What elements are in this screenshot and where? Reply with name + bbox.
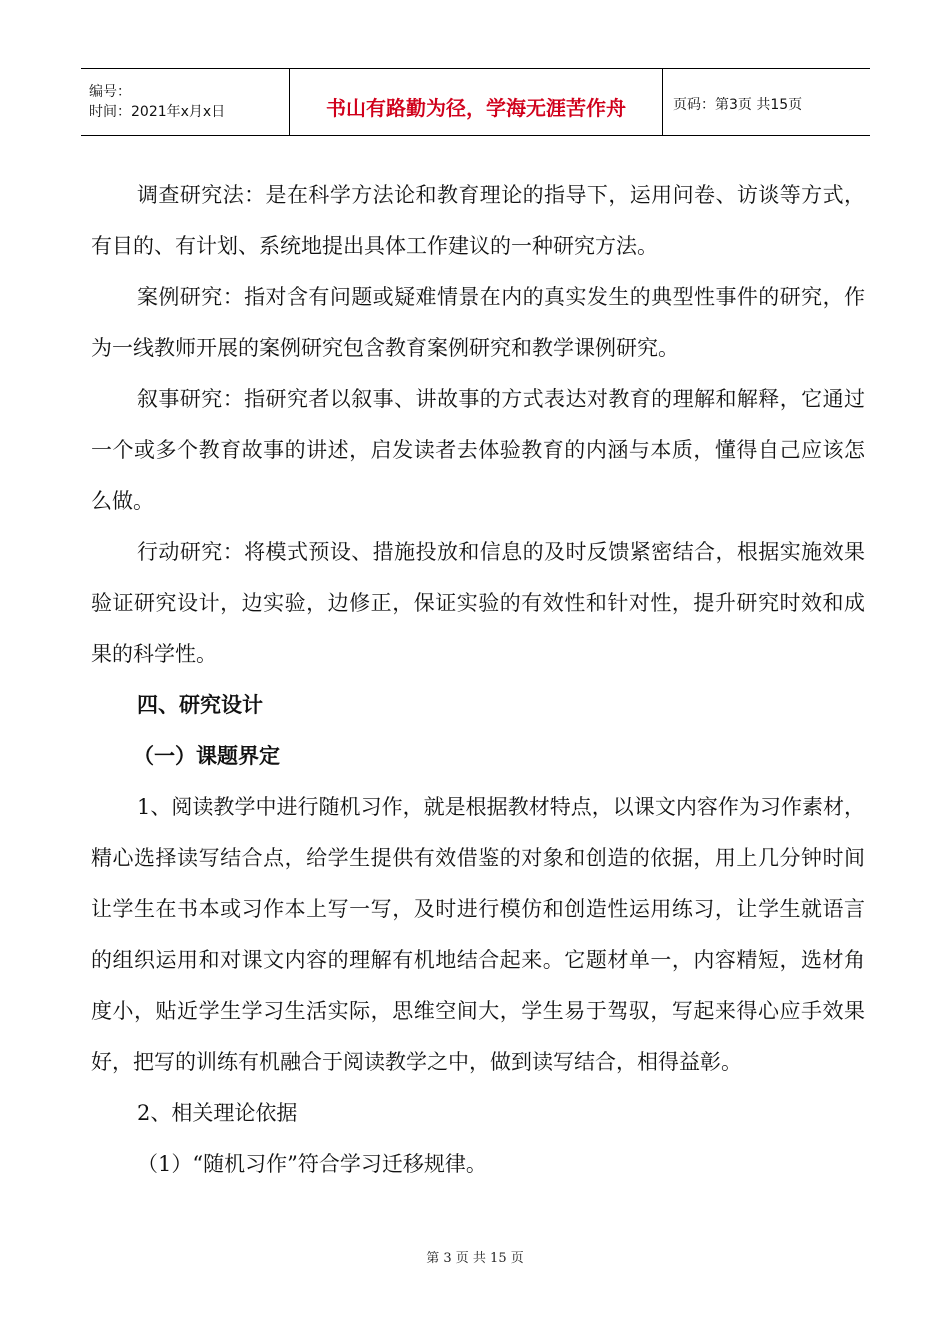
paragraph-case-study: 案例研究：指对含有问题或疑难情景在内的真实发生的典型性事件的研究，作为一线教师开展的案例研究包含教育案例研究和教学课例研究。 xyxy=(91,285,865,360)
paragraph-survey-method: 调查研究法：是在科学方法论和教育理论的指导下，运用问卷、访谈等方式，有目的、有计划、系统地提出具体工作建议的一种研究方法。 xyxy=(91,183,865,258)
document-body xyxy=(91,170,865,1190)
paragraph-narrative-research: 叙事研究：指研究者以叙事、讲故事的方式表达对教育的理解和解释，它通过一个或多个教育故事的讲述，启发读者去体验教育的内涵与本质，懂得自己应该怎么做。 xyxy=(91,387,865,513)
paragraph-transfer-rule: （1）“随机习作”符合学习迁移规律。 xyxy=(137,1152,487,1176)
section-heading: 四、研究设计 xyxy=(137,693,263,717)
header-page-code: 页码：第3页 共15页 xyxy=(663,69,871,136)
document-header xyxy=(81,68,870,136)
date-label: 时间：2021年x月x日 xyxy=(89,104,226,120)
paragraph-theory-basis: 2、相关理论依据 xyxy=(137,1101,298,1125)
subsection-heading: （一）课题界定 xyxy=(133,744,280,768)
header-motto: 书山有路勤为径，学海无涯苦作舟 xyxy=(290,69,663,136)
paragraph-action-research: 行动研究：将模式预设、措施投放和信息的及时反馈紧密结合，根据实施效果验证研究设计，边实验，边修正，保证实验的有效性和针对性，提升研究时效和成果的科学性。 xyxy=(91,540,865,666)
page-footer: 第 3 页 共 15 页 xyxy=(426,1251,524,1266)
paragraph-topic-definition: 1、阅读教学中进行随机习作，就是根据教材特点，以课文内容作为习作素材，精心选择读写结合点，给学生提供有效借鉴的对象和创造的依据，用上几分钟时间让学生在书本或习作本上写一写，及时进行模仿和创造性运用练习，让学生就语言的组织运用和对课文内容的理解有机地结合起来。它题材单一，内容精短，选材角度小，贴近学生学习生活实际，思维空间大，学生易于驾驭，写起来得心应手效果好，把写的训练有机融合于阅读教学之中，做到读写结合，相得益彰。 xyxy=(91,795,865,1074)
header-meta-cell xyxy=(81,69,290,136)
number-label: 编号： xyxy=(89,84,131,100)
